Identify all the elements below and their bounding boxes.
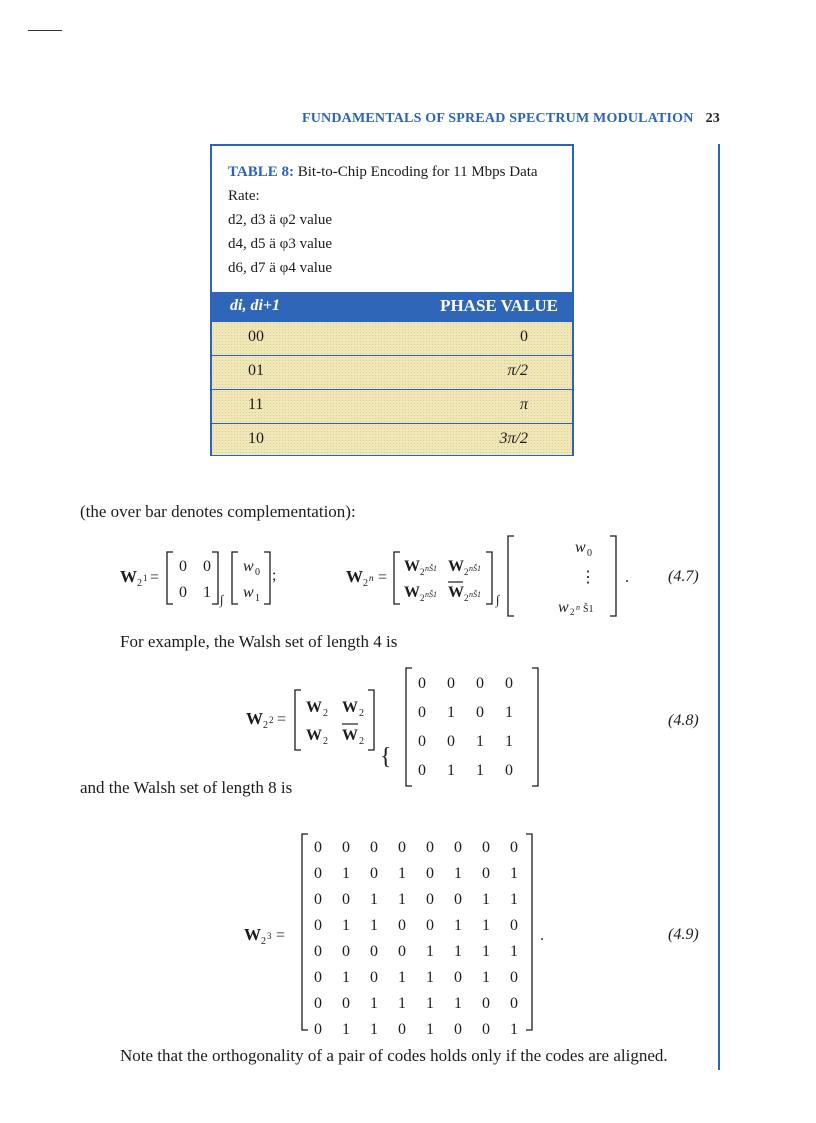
svg-text:w: w — [558, 599, 569, 616]
table-caption — [228, 160, 568, 280]
matrix-entry: 1 — [505, 733, 513, 750]
svg-text:{: { — [380, 744, 392, 770]
cell-phase: 0 — [520, 328, 528, 345]
matrix-entry: 0 — [370, 839, 378, 856]
equation-4-7 — [110, 530, 630, 620]
matrix-entry: 1 — [370, 917, 378, 934]
matrix-entry: 0 — [342, 943, 350, 960]
svg-text:2: 2 — [420, 593, 425, 603]
caption-text: Bit-to-Chip Encoding for 11 Mbps Data Rate: — [228, 164, 538, 204]
matrix-entry: 1 — [505, 704, 513, 721]
mapping-line: d6, d7 ä φ4 value — [228, 260, 333, 276]
svg-text:nŠ1: nŠ1 — [469, 564, 481, 573]
table-label: TABLE 8: — [228, 164, 294, 180]
col-header-bits: di, di+1 — [230, 297, 281, 314]
matrix-entry: 0 — [314, 1021, 322, 1038]
equation-number: (4.7) — [668, 568, 699, 585]
svg-text:0: 0 — [179, 584, 187, 601]
matrix-entry: 0 — [398, 839, 406, 856]
matrix-entry: 0 — [426, 917, 434, 934]
col-header-phase: PHASE VALUE — [440, 296, 558, 315]
equation-number: (4.8) — [668, 712, 699, 729]
example-text: For example, the Walsh set of length 4 is — [120, 632, 398, 651]
matrix-entry: 0 — [510, 969, 518, 986]
svg-text:W: W — [120, 567, 137, 586]
matrix-entry: 1 — [398, 865, 406, 882]
matrix-entry: 1 — [342, 917, 350, 934]
matrix-entry: 0 — [426, 891, 434, 908]
page-number: 23 — [705, 111, 720, 126]
matrix-entry: 1 — [426, 943, 434, 960]
matrix-entry: 0 — [314, 943, 322, 960]
cell-bits: 11 — [248, 396, 264, 413]
matrix-entry: 0 — [447, 733, 455, 750]
matrix-entry: 0 — [482, 1021, 490, 1038]
svg-text:w: w — [575, 539, 586, 556]
table-8 — [210, 144, 574, 456]
matrix-entry: 0 — [418, 733, 426, 750]
svg-text:2: 2 — [359, 736, 364, 747]
matrix-entry: 1 — [482, 943, 490, 960]
matrix-entry: 0 — [314, 969, 322, 986]
matrix-entry: 1 — [510, 865, 518, 882]
matrix-entry: 1 — [370, 891, 378, 908]
matrix-entry: 0 — [476, 675, 484, 692]
svg-text:1: 1 — [203, 584, 211, 601]
running-header — [240, 111, 720, 127]
cell-phase: 3π/2 — [499, 430, 528, 447]
matrix-entry: 0 — [314, 865, 322, 882]
matrix-entry: 0 — [314, 995, 322, 1012]
matrix-entry: 1 — [482, 917, 490, 934]
matrix-entry: 0 — [370, 943, 378, 960]
matrix-entry: 0 — [418, 704, 426, 721]
svg-text:W: W — [448, 558, 464, 575]
svg-text:W: W — [342, 699, 358, 716]
mapping-line: d4, d5 ä φ3 value — [228, 236, 333, 252]
matrix-entry: 0 — [398, 917, 406, 934]
matrix-entry: 0 — [505, 762, 513, 779]
svg-text:nŠ1: nŠ1 — [425, 590, 437, 599]
matrix-entry: 0 — [505, 675, 513, 692]
mapping-line: d2, d3 ä φ2 value — [228, 212, 333, 228]
svg-text:=: = — [277, 711, 287, 728]
svg-text:⋮: ⋮ — [580, 569, 596, 586]
table-row — [212, 355, 572, 389]
matrix-entry: 0 — [510, 839, 518, 856]
cell-bits: 01 — [248, 362, 264, 379]
svg-text:W: W — [244, 925, 261, 944]
matrix-entry: 1 — [454, 995, 462, 1012]
matrix-entry: 0 — [454, 891, 462, 908]
svg-text:W: W — [342, 727, 358, 744]
svg-text:2: 2 — [323, 708, 328, 719]
svg-text:w: w — [243, 558, 254, 575]
svg-text:w: w — [243, 584, 254, 601]
matrix-entry: 1 — [426, 995, 434, 1012]
matrix-entry: 1 — [482, 969, 490, 986]
matrix-entry: 1 — [482, 891, 490, 908]
table-header-row — [212, 292, 572, 321]
svg-text:nŠ1: nŠ1 — [469, 590, 481, 599]
svg-text:∫: ∫ — [220, 592, 224, 607]
matrix-entry: 0 — [482, 995, 490, 1012]
matrix-entry: 0 — [314, 839, 322, 856]
matrix-entry: 1 — [447, 704, 455, 721]
matrix-entry: 0 — [454, 839, 462, 856]
svg-text:2: 2 — [363, 578, 368, 589]
matrix-entry: 1 — [510, 943, 518, 960]
svg-text:;: ; — [272, 567, 277, 584]
matrix-entry: 1 — [447, 762, 455, 779]
svg-text:.: . — [625, 569, 629, 586]
matrix-entry: 0 — [454, 969, 462, 986]
svg-text:2: 2 — [269, 715, 274, 725]
svg-text:1: 1 — [143, 573, 148, 583]
matrix-entry: 0 — [482, 839, 490, 856]
matrix-entry: 1 — [370, 1021, 378, 1038]
matrix-entry: 1 — [476, 762, 484, 779]
matrix-entry: 1 — [398, 995, 406, 1012]
matrix-entry: 1 — [342, 865, 350, 882]
note-text: Note that the orthogonality of a pair of codes holds only if the codes are aligned. — [120, 1046, 668, 1065]
svg-text:2: 2 — [359, 708, 364, 719]
matrix-entry: 1 — [426, 1021, 434, 1038]
matrix-entry: 1 — [454, 917, 462, 934]
svg-text:2: 2 — [263, 720, 268, 731]
svg-text:0: 0 — [203, 558, 211, 575]
svg-text:W: W — [404, 584, 420, 601]
equation-4-9 — [240, 828, 560, 1038]
svg-text:2: 2 — [420, 567, 425, 577]
matrix-entry: 1 — [398, 969, 406, 986]
matrix-entry: 1 — [426, 969, 434, 986]
matrix-entry: 0 — [314, 917, 322, 934]
matrix-entry: 1 — [510, 1021, 518, 1038]
matrix-entry: 0 — [418, 762, 426, 779]
svg-text:2: 2 — [137, 578, 142, 589]
equation-4-8 — [240, 660, 550, 792]
matrix-entry: 1 — [476, 733, 484, 750]
matrix-entry: 0 — [510, 917, 518, 934]
svg-text:W: W — [306, 727, 322, 744]
matrix-entry: 1 — [510, 891, 518, 908]
matrix-entry: 0 — [510, 995, 518, 1012]
svg-text:2: 2 — [464, 567, 469, 577]
matrix-entry: 0 — [342, 891, 350, 908]
length8-text: and the Walsh set of length 8 is — [80, 778, 293, 797]
matrix-entry: 1 — [454, 943, 462, 960]
matrix-entry: 0 — [482, 865, 490, 882]
svg-text:Š1: Š1 — [583, 604, 594, 615]
cell-phase: π — [519, 396, 528, 413]
matrix-entry: 1 — [342, 1021, 350, 1038]
table-row — [212, 423, 572, 455]
table-row — [212, 389, 572, 423]
cell-bits: 10 — [248, 430, 264, 447]
running-title: FUNDAMENTALS OF SPREAD SPECTRUM MODULATION — [301, 111, 694, 126]
cell-bits: 00 — [248, 328, 264, 345]
matrix-entry: 1 — [342, 969, 350, 986]
matrix-entry: 1 — [454, 865, 462, 882]
matrix-entry: 0 — [476, 704, 484, 721]
svg-text:=: = — [378, 569, 388, 586]
svg-text:=: = — [276, 927, 286, 944]
cell-phase: π/2 — [507, 362, 528, 379]
svg-text:nŠ1: nŠ1 — [425, 564, 437, 573]
matrix-entry: 0 — [398, 1021, 406, 1038]
svg-text:3: 3 — [267, 931, 272, 941]
matrix-entry: 0 — [370, 865, 378, 882]
matrix-entry: 1 — [398, 891, 406, 908]
svg-text:1: 1 — [255, 593, 260, 604]
svg-text:W: W — [246, 709, 263, 728]
svg-text:2: 2 — [323, 736, 328, 747]
matrix-entry: 0 — [418, 675, 426, 692]
margin-rule — [718, 144, 720, 1070]
svg-text:0: 0 — [587, 548, 592, 559]
svg-text:W: W — [306, 699, 322, 716]
matrix-entry: 0 — [370, 969, 378, 986]
svg-text:W: W — [448, 584, 464, 601]
matrix-entry: 0 — [426, 865, 434, 882]
svg-text:W: W — [346, 567, 363, 586]
matrix-entry: 1 — [370, 995, 378, 1012]
svg-text:2: 2 — [464, 593, 469, 603]
svg-text:0: 0 — [179, 558, 187, 575]
svg-text:W: W — [404, 558, 420, 575]
matrix-entry: 0 — [454, 1021, 462, 1038]
svg-text:n: n — [369, 573, 374, 583]
svg-text:2: 2 — [261, 936, 266, 947]
svg-text:n: n — [576, 603, 580, 612]
matrix-entry: 0 — [426, 839, 434, 856]
matrix-entry: 0 — [342, 995, 350, 1012]
corner-mark — [28, 30, 62, 31]
matrix-entry: 0 — [398, 943, 406, 960]
table-row — [212, 321, 572, 355]
matrix-entry: 0 — [342, 839, 350, 856]
svg-text:0: 0 — [255, 567, 260, 578]
intro-text: (the over bar denotes complementation): — [80, 502, 356, 521]
svg-text:=: = — [150, 569, 160, 586]
svg-text:∫: ∫ — [496, 592, 500, 607]
matrix-entry: 0 — [447, 675, 455, 692]
equation-number: (4.9) — [668, 926, 699, 943]
svg-text:2: 2 — [570, 607, 575, 617]
svg-text:.: . — [540, 927, 544, 944]
matrix-entry: 0 — [314, 891, 322, 908]
